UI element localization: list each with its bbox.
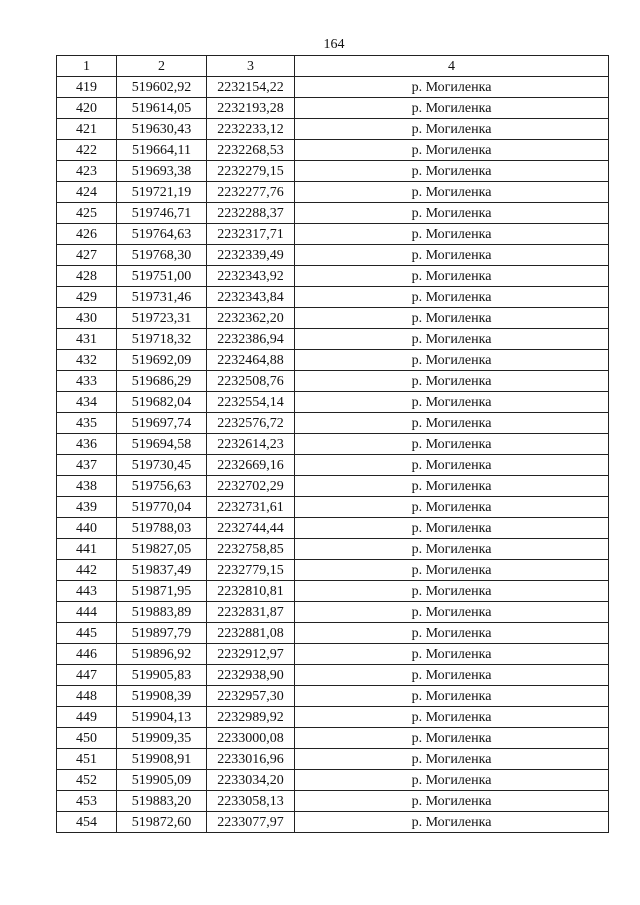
object-name-cell: р. Могиленка — [295, 161, 609, 182]
y-coordinate-cell: 2232989,92 — [207, 707, 295, 728]
y-coordinate-cell: 2232339,49 — [207, 245, 295, 266]
object-name-cell: р. Могиленка — [295, 182, 609, 203]
header-col-1: 1 — [57, 56, 117, 77]
y-coordinate-cell: 2232464,88 — [207, 350, 295, 371]
x-coordinate-cell: 519614,05 — [117, 98, 207, 119]
x-coordinate-cell: 519746,71 — [117, 203, 207, 224]
object-name-cell: р. Могиленка — [295, 686, 609, 707]
object-name-cell: р. Могиленка — [295, 392, 609, 413]
point-number-cell: 422 — [57, 140, 117, 161]
x-coordinate-cell: 519664,11 — [117, 140, 207, 161]
x-coordinate-cell: 519731,46 — [117, 287, 207, 308]
y-coordinate-cell: 2232957,30 — [207, 686, 295, 707]
y-coordinate-cell: 2233077,97 — [207, 812, 295, 833]
point-number-cell: 435 — [57, 413, 117, 434]
point-number-cell: 448 — [57, 686, 117, 707]
point-number-cell: 447 — [57, 665, 117, 686]
y-coordinate-cell: 2232669,16 — [207, 455, 295, 476]
table-row — [57, 308, 609, 329]
table-row — [57, 581, 609, 602]
x-coordinate-cell: 519827,05 — [117, 539, 207, 560]
y-coordinate-cell: 2232731,61 — [207, 497, 295, 518]
y-coordinate-cell: 2232277,76 — [207, 182, 295, 203]
point-number-cell: 440 — [57, 518, 117, 539]
table-body — [57, 77, 609, 833]
y-coordinate-cell: 2233058,13 — [207, 791, 295, 812]
object-name-cell: р. Могиленка — [295, 371, 609, 392]
table-row — [57, 266, 609, 287]
x-coordinate-cell: 519883,20 — [117, 791, 207, 812]
x-coordinate-cell: 519788,03 — [117, 518, 207, 539]
coordinates-table — [56, 55, 609, 833]
y-coordinate-cell: 2232268,53 — [207, 140, 295, 161]
object-name-cell: р. Могиленка — [295, 434, 609, 455]
table-row — [57, 245, 609, 266]
table-row — [57, 413, 609, 434]
point-number-cell: 423 — [57, 161, 117, 182]
object-name-cell: р. Могиленка — [295, 770, 609, 791]
y-coordinate-cell: 2232576,72 — [207, 413, 295, 434]
x-coordinate-cell: 519723,31 — [117, 308, 207, 329]
x-coordinate-cell: 519686,29 — [117, 371, 207, 392]
object-name-cell: р. Могиленка — [295, 119, 609, 140]
table-row — [57, 434, 609, 455]
header-row — [57, 56, 609, 77]
point-number-cell: 436 — [57, 434, 117, 455]
y-coordinate-cell: 2233016,96 — [207, 749, 295, 770]
object-name-cell: р. Могиленка — [295, 749, 609, 770]
x-coordinate-cell: 519908,39 — [117, 686, 207, 707]
point-number-cell: 431 — [57, 329, 117, 350]
table-row — [57, 119, 609, 140]
x-coordinate-cell: 519904,13 — [117, 707, 207, 728]
y-coordinate-cell: 2232881,08 — [207, 623, 295, 644]
x-coordinate-cell: 519905,83 — [117, 665, 207, 686]
object-name-cell: р. Могиленка — [295, 581, 609, 602]
y-coordinate-cell: 2232810,81 — [207, 581, 295, 602]
object-name-cell: р. Могиленка — [295, 350, 609, 371]
object-name-cell: р. Могиленка — [295, 245, 609, 266]
x-coordinate-cell: 519718,32 — [117, 329, 207, 350]
point-number-cell: 451 — [57, 749, 117, 770]
x-coordinate-cell: 519897,79 — [117, 623, 207, 644]
table-row — [57, 602, 609, 623]
table-row — [57, 455, 609, 476]
object-name-cell: р. Могиленка — [295, 707, 609, 728]
y-coordinate-cell: 2232758,85 — [207, 539, 295, 560]
y-coordinate-cell: 2232508,76 — [207, 371, 295, 392]
table-row — [57, 686, 609, 707]
object-name-cell: р. Могиленка — [295, 413, 609, 434]
point-number-cell: 424 — [57, 182, 117, 203]
y-coordinate-cell: 2233000,08 — [207, 728, 295, 749]
y-coordinate-cell: 2232938,90 — [207, 665, 295, 686]
x-coordinate-cell: 519768,30 — [117, 245, 207, 266]
x-coordinate-cell: 519694,58 — [117, 434, 207, 455]
point-number-cell: 429 — [57, 287, 117, 308]
point-number-cell: 449 — [57, 707, 117, 728]
header-col-3: 3 — [207, 56, 295, 77]
table-row — [57, 287, 609, 308]
table-row — [57, 707, 609, 728]
y-coordinate-cell: 2232317,71 — [207, 224, 295, 245]
table-row — [57, 329, 609, 350]
table-row — [57, 728, 609, 749]
y-coordinate-cell: 2232831,87 — [207, 602, 295, 623]
table-row — [57, 140, 609, 161]
y-coordinate-cell: 2232343,92 — [207, 266, 295, 287]
point-number-cell: 433 — [57, 371, 117, 392]
y-coordinate-cell: 2232154,22 — [207, 77, 295, 98]
table-row — [57, 224, 609, 245]
header-col-4: 4 — [295, 56, 609, 77]
y-coordinate-cell: 2232279,15 — [207, 161, 295, 182]
x-coordinate-cell: 519770,04 — [117, 497, 207, 518]
x-coordinate-cell: 519909,35 — [117, 728, 207, 749]
x-coordinate-cell: 519764,63 — [117, 224, 207, 245]
point-number-cell: 444 — [57, 602, 117, 623]
point-number-cell: 420 — [57, 98, 117, 119]
x-coordinate-cell: 519905,09 — [117, 770, 207, 791]
table-row — [57, 161, 609, 182]
table-row — [57, 791, 609, 812]
object-name-cell: р. Могиленка — [295, 98, 609, 119]
x-coordinate-cell: 519730,45 — [117, 455, 207, 476]
object-name-cell: р. Могиленка — [295, 812, 609, 833]
x-coordinate-cell: 519682,04 — [117, 392, 207, 413]
y-coordinate-cell: 2232744,44 — [207, 518, 295, 539]
table-row — [57, 518, 609, 539]
y-coordinate-cell: 2233034,20 — [207, 770, 295, 791]
object-name-cell: р. Могиленка — [295, 539, 609, 560]
object-name-cell: р. Могиленка — [295, 224, 609, 245]
table-row — [57, 371, 609, 392]
point-number-cell: 437 — [57, 455, 117, 476]
point-number-cell: 434 — [57, 392, 117, 413]
point-number-cell: 445 — [57, 623, 117, 644]
x-coordinate-cell: 519908,91 — [117, 749, 207, 770]
object-name-cell: р. Могиленка — [295, 644, 609, 665]
table-row — [57, 749, 609, 770]
x-coordinate-cell: 519697,74 — [117, 413, 207, 434]
y-coordinate-cell: 2232362,20 — [207, 308, 295, 329]
table-row — [57, 539, 609, 560]
object-name-cell: р. Могиленка — [295, 791, 609, 812]
object-name-cell: р. Могиленка — [295, 728, 609, 749]
y-coordinate-cell: 2232554,14 — [207, 392, 295, 413]
header-col-2: 2 — [117, 56, 207, 77]
x-coordinate-cell: 519721,19 — [117, 182, 207, 203]
point-number-cell: 453 — [57, 791, 117, 812]
x-coordinate-cell: 519693,38 — [117, 161, 207, 182]
point-number-cell: 432 — [57, 350, 117, 371]
object-name-cell: р. Могиленка — [295, 455, 609, 476]
table-row — [57, 770, 609, 791]
x-coordinate-cell: 519837,49 — [117, 560, 207, 581]
x-coordinate-cell: 519602,92 — [117, 77, 207, 98]
object-name-cell: р. Могиленка — [295, 623, 609, 644]
point-number-cell: 441 — [57, 539, 117, 560]
y-coordinate-cell: 2232288,37 — [207, 203, 295, 224]
table-row — [57, 812, 609, 833]
table-row — [57, 182, 609, 203]
point-number-cell: 443 — [57, 581, 117, 602]
table-row — [57, 98, 609, 119]
x-coordinate-cell: 519872,60 — [117, 812, 207, 833]
y-coordinate-cell: 2232912,97 — [207, 644, 295, 665]
y-coordinate-cell: 2232614,23 — [207, 434, 295, 455]
point-number-cell: 438 — [57, 476, 117, 497]
point-number-cell: 452 — [57, 770, 117, 791]
point-number-cell: 430 — [57, 308, 117, 329]
point-number-cell: 419 — [57, 77, 117, 98]
y-coordinate-cell: 2232343,84 — [207, 287, 295, 308]
point-number-cell: 439 — [57, 497, 117, 518]
point-number-cell: 442 — [57, 560, 117, 581]
x-coordinate-cell: 519751,00 — [117, 266, 207, 287]
page-number: 164 — [323, 37, 345, 52]
y-coordinate-cell: 2232779,15 — [207, 560, 295, 581]
table-row — [57, 497, 609, 518]
table-row — [57, 665, 609, 686]
x-coordinate-cell: 519756,63 — [117, 476, 207, 497]
table-row — [57, 203, 609, 224]
object-name-cell: р. Могиленка — [295, 140, 609, 161]
table-row — [57, 350, 609, 371]
y-coordinate-cell: 2232233,12 — [207, 119, 295, 140]
object-name-cell: р. Могиленка — [295, 203, 609, 224]
point-number-cell: 427 — [57, 245, 117, 266]
object-name-cell: р. Могиленка — [295, 497, 609, 518]
object-name-cell: р. Могиленка — [295, 665, 609, 686]
point-number-cell: 454 — [57, 812, 117, 833]
point-number-cell: 450 — [57, 728, 117, 749]
table-row — [57, 560, 609, 581]
x-coordinate-cell: 519896,92 — [117, 644, 207, 665]
point-number-cell: 446 — [57, 644, 117, 665]
table-row — [57, 77, 609, 98]
point-number-cell: 428 — [57, 266, 117, 287]
point-number-cell: 421 — [57, 119, 117, 140]
table-row — [57, 476, 609, 497]
object-name-cell: р. Могиленка — [295, 329, 609, 350]
x-coordinate-cell: 519883,89 — [117, 602, 207, 623]
object-name-cell: р. Могиленка — [295, 476, 609, 497]
object-name-cell: р. Могиленка — [295, 308, 609, 329]
table-row — [57, 392, 609, 413]
table-header — [57, 56, 609, 77]
table-row — [57, 644, 609, 665]
point-number-cell: 426 — [57, 224, 117, 245]
y-coordinate-cell: 2232193,28 — [207, 98, 295, 119]
object-name-cell: р. Могиленка — [295, 602, 609, 623]
object-name-cell: р. Могиленка — [295, 287, 609, 308]
object-name-cell: р. Могиленка — [295, 518, 609, 539]
object-name-cell: р. Могиленка — [295, 560, 609, 581]
x-coordinate-cell: 519871,95 — [117, 581, 207, 602]
x-coordinate-cell: 519692,09 — [117, 350, 207, 371]
table-row — [57, 623, 609, 644]
object-name-cell: р. Могиленка — [295, 77, 609, 98]
y-coordinate-cell: 2232386,94 — [207, 329, 295, 350]
point-number-cell: 425 — [57, 203, 117, 224]
x-coordinate-cell: 519630,43 — [117, 119, 207, 140]
y-coordinate-cell: 2232702,29 — [207, 476, 295, 497]
object-name-cell: р. Могиленка — [295, 266, 609, 287]
